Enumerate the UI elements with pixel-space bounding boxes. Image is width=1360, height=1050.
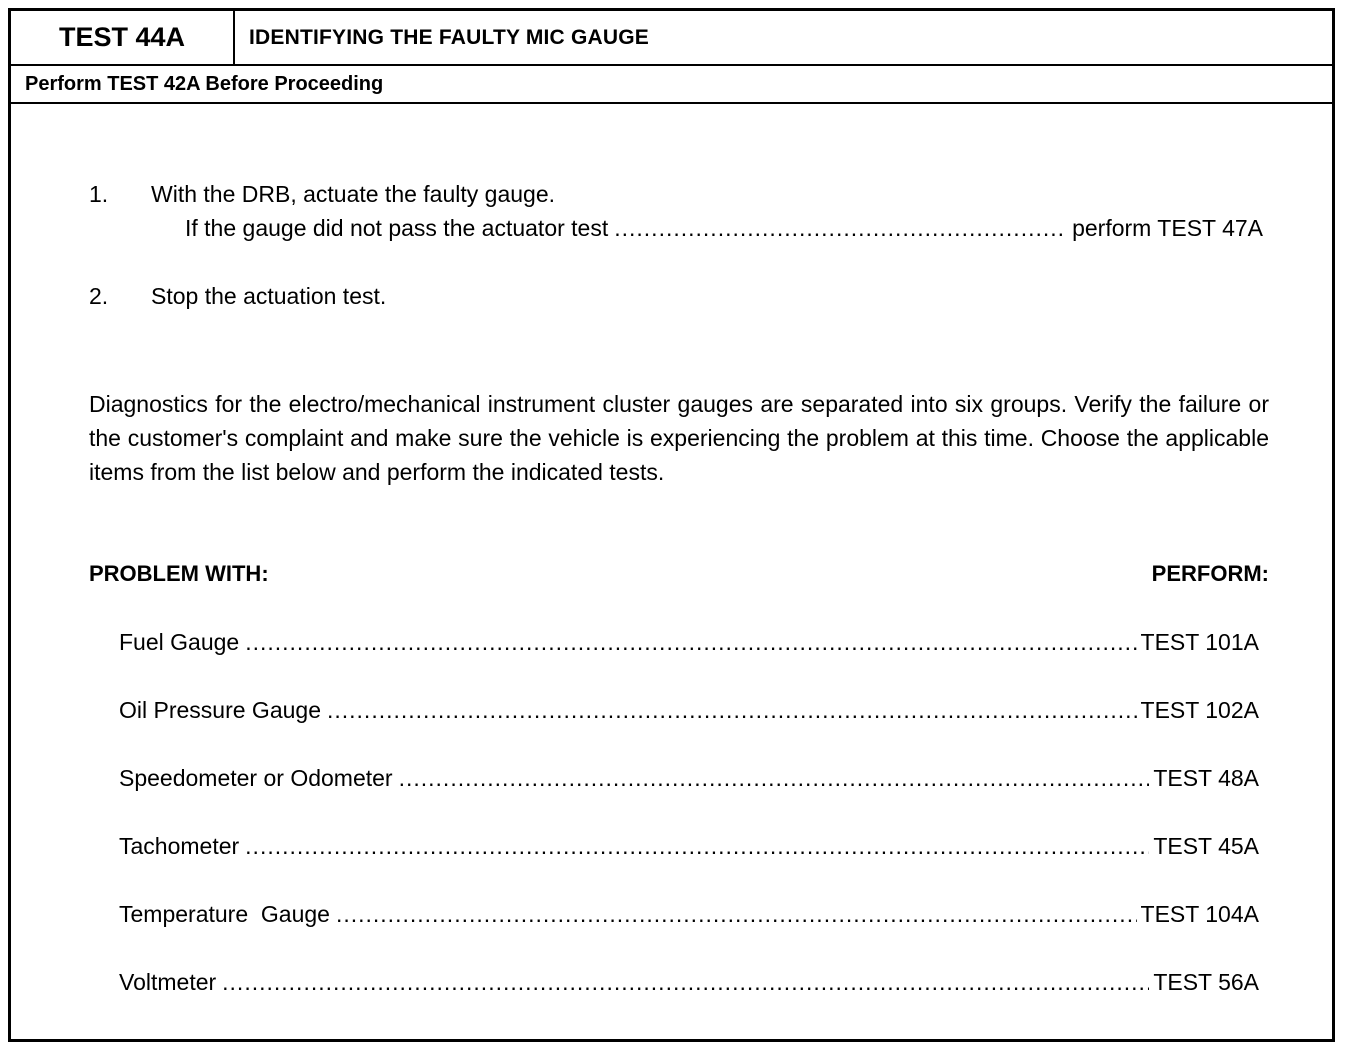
list-item bbox=[119, 965, 1259, 999]
dot-leader bbox=[336, 897, 1137, 931]
problem-label: Fuel Gauge bbox=[119, 629, 240, 655]
problem-label: Speedometer or Odometer bbox=[119, 765, 393, 791]
test-id: TEST 44A bbox=[11, 11, 235, 64]
step-text: With the DRB, actuate the faulty gauge. bbox=[151, 181, 556, 207]
diagnostics-paragraph: Diagnostics for the electro/mechanical instrument cluster gauges are separated into six groups. Verify the failure or the customer's complaint and make sure the vehicle is experiencing the problem at this time. Choose the applicable items from the list below and perform the indicated tests. bbox=[89, 391, 1269, 485]
step-number: 1. bbox=[89, 181, 109, 207]
test-reference: TEST 45A bbox=[1153, 833, 1259, 859]
dot-leader bbox=[245, 829, 1149, 863]
problem-label: Temperature Gauge bbox=[119, 901, 330, 927]
content-area bbox=[11, 11, 1332, 1039]
procedure-frame bbox=[8, 8, 1335, 1042]
test-reference: TEST 104A bbox=[1140, 901, 1259, 927]
list-item bbox=[119, 625, 1259, 659]
list-item bbox=[119, 693, 1259, 727]
condition-action: perform TEST 47A bbox=[1072, 215, 1263, 241]
test-title: IDENTIFYING THE FAULTY MIC GAUGE bbox=[249, 26, 649, 49]
step-1-condition bbox=[185, 211, 1263, 245]
test-reference: TEST 101A bbox=[1140, 629, 1259, 655]
problem-heading: PROBLEM WITH: bbox=[89, 561, 269, 586]
problem-label: Tachometer bbox=[119, 833, 240, 859]
dot-leader bbox=[614, 211, 1066, 245]
perform-heading: PERFORM: bbox=[1151, 561, 1269, 586]
test-reference: TEST 56A bbox=[1153, 969, 1259, 995]
column-headings bbox=[89, 557, 1269, 591]
dot-leader bbox=[245, 625, 1136, 659]
condition-text: If the gauge did not pass the actuator test bbox=[185, 215, 609, 241]
list-item bbox=[119, 829, 1259, 863]
prerequisite-text: Perform TEST 42A Before Proceeding bbox=[25, 73, 384, 95]
dot-leader bbox=[327, 693, 1137, 727]
test-reference: TEST 48A bbox=[1153, 765, 1259, 791]
test-reference: TEST 102A bbox=[1140, 697, 1259, 723]
dot-leader bbox=[222, 965, 1149, 999]
list-item bbox=[119, 761, 1259, 795]
step-number: 2. bbox=[89, 283, 109, 309]
dot-leader bbox=[399, 761, 1150, 795]
problem-label: Oil Pressure Gauge bbox=[119, 697, 321, 723]
problem-label: Voltmeter bbox=[119, 969, 217, 995]
list-item bbox=[119, 897, 1259, 931]
step-text: Stop the actuation test. bbox=[151, 283, 387, 309]
